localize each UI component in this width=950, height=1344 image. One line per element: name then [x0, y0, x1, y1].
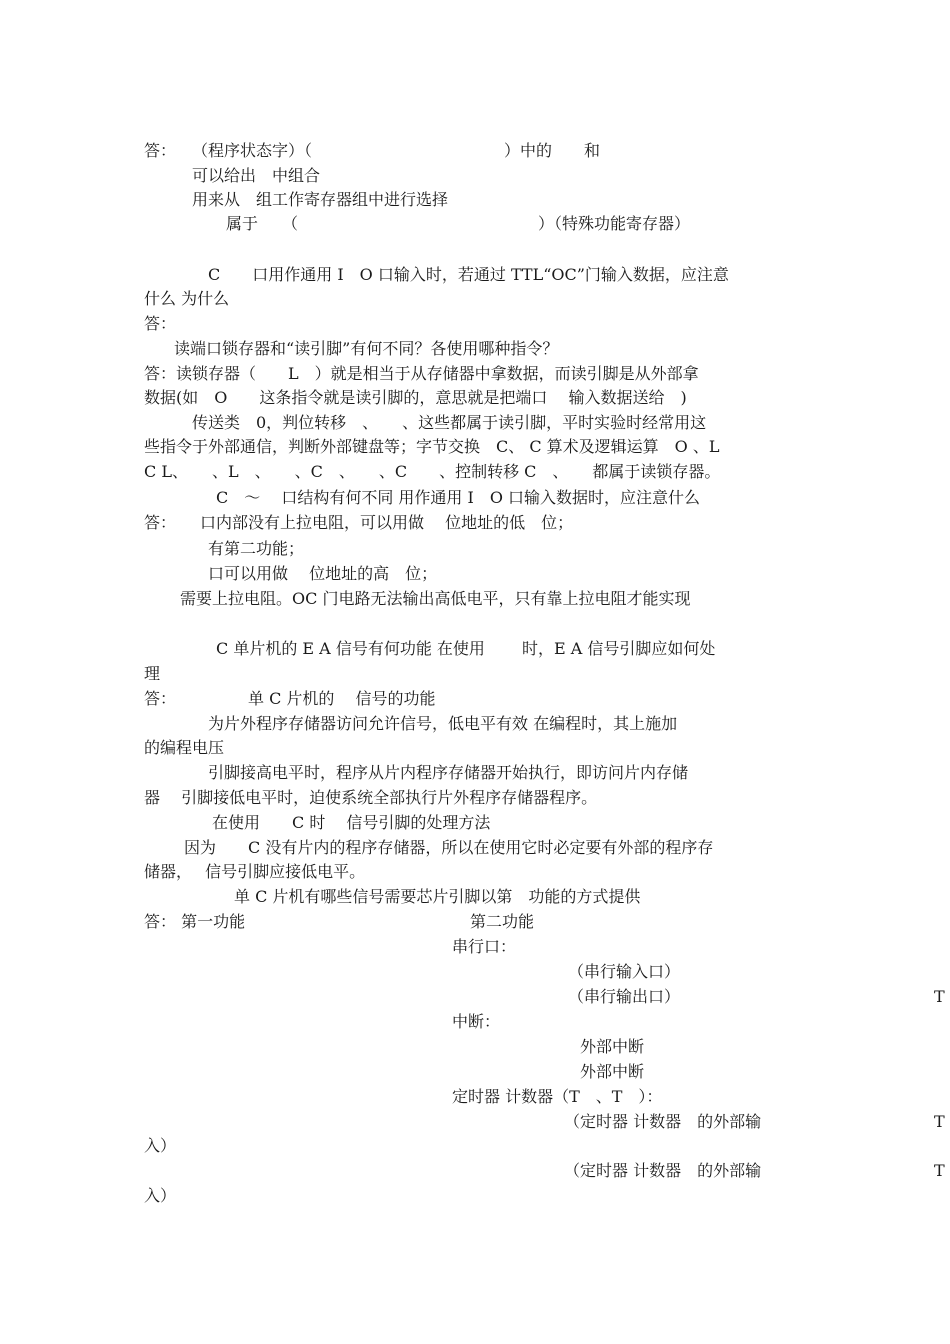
text-line: 外部中断	[580, 1037, 645, 1056]
text-line: 答： （程序状态字）（ ）中的 和	[144, 141, 601, 160]
text-line: 在使用 C 时 信号引脚的处理方法	[212, 813, 491, 832]
text-line: 的编程电压	[144, 738, 225, 757]
text-line: T	[934, 987, 945, 1006]
text-line: 传送类 0，判位转移 、 、这些都属于读引脚，平时实验时经常用这	[192, 413, 707, 432]
text-line: 什么 为什么	[144, 289, 230, 308]
text-line: 有第二功能；	[208, 539, 305, 558]
text-line: 入）	[144, 1186, 177, 1205]
text-line: 因为 C 没有片内的程序存储器，所以在使用它时必定要有外部的程序存	[184, 838, 714, 857]
text-line: 答：	[144, 314, 177, 333]
text-line: 属于 （ ）（特殊功能寄存器）	[226, 214, 691, 233]
text-line: 答： 第一功能	[144, 912, 246, 931]
text-line: 储器， 信号引脚应接低电平。	[144, 862, 366, 881]
text-line: 中断：	[452, 1012, 501, 1031]
text-line: （定时器 计数器 的外部输	[564, 1161, 762, 1180]
text-line: C L、 、L 、 、C 、 、C 、控制转移 C 、 都属于读锁存器。	[144, 462, 721, 481]
text-line: 答： 口内部没有上拉电阻，可以用做 位地址的低 位；	[144, 513, 574, 532]
text-line: 答：读锁存器（ L ）就是相当于从存储器中拿数据，而读引脚是从外部拿	[144, 364, 699, 383]
text-line: 串行口：	[452, 937, 517, 956]
text-line: 外部中断	[580, 1062, 645, 1081]
text-line: T	[934, 1112, 945, 1131]
text-line: 些指令于外部通信，判断外部键盘等；字节交换 C、 C 算术及逻辑运算 O 、L	[144, 437, 720, 456]
text-line: C ～ 口结构有何不同 用作通用 I O 口输入数据时，应注意什么	[216, 488, 701, 507]
text-line: C 单片机的 E A 信号有何功能 在使用 时，E A 信号引脚应如何处	[216, 639, 716, 658]
text-line: （串行输出口）	[568, 987, 681, 1006]
text-line: 读端口锁存器和“读引脚”有何不同？各使用哪种指令？	[174, 339, 559, 358]
text-line: 理	[144, 664, 161, 683]
text-line: 器 引脚接低电平时，迫使系统全部执行片外程序存储器程序。	[144, 788, 598, 807]
text-line: 答： 单 C 片机的 信号的功能	[144, 689, 436, 708]
text-line: 定时器 计数器（T 、T ）：	[452, 1087, 663, 1106]
text-line: T	[934, 1161, 945, 1180]
text-line: 用来从 组工作寄存器组中进行选择	[192, 190, 449, 209]
text-line: 需要上拉电阻。OC 门电路无法输出高低电平，只有靠上拉电阻才能实现	[180, 589, 691, 608]
text-line: （定时器 计数器 的外部输	[564, 1112, 762, 1131]
text-line: 入）	[144, 1136, 177, 1155]
text-line: 数据(如 O 这条指令就是读引脚的，意思就是把端口 输入数据送给 )	[144, 388, 687, 407]
text-line: 单 C 片机有哪些信号需要芯片引脚以第 功能的方式提供	[234, 887, 641, 906]
text-line: 引脚接高电平时，程序从片内程序存储器开始执行，即访问片内存储	[208, 763, 689, 782]
text-line: C 口用作通用 I O 口输入时，若通过 TTL“OC”门输入数据，应注意	[208, 265, 729, 284]
text-line: 为片外程序存储器访问允许信号，低电平有效 在编程时，其上施加	[208, 714, 678, 733]
text-line: 口可以用做 位地址的高 位；	[208, 564, 438, 583]
text-line: （串行输入口）	[568, 962, 681, 981]
text-line: 第二功能	[470, 912, 535, 931]
text-line: 可以给出 中组合	[192, 166, 321, 185]
